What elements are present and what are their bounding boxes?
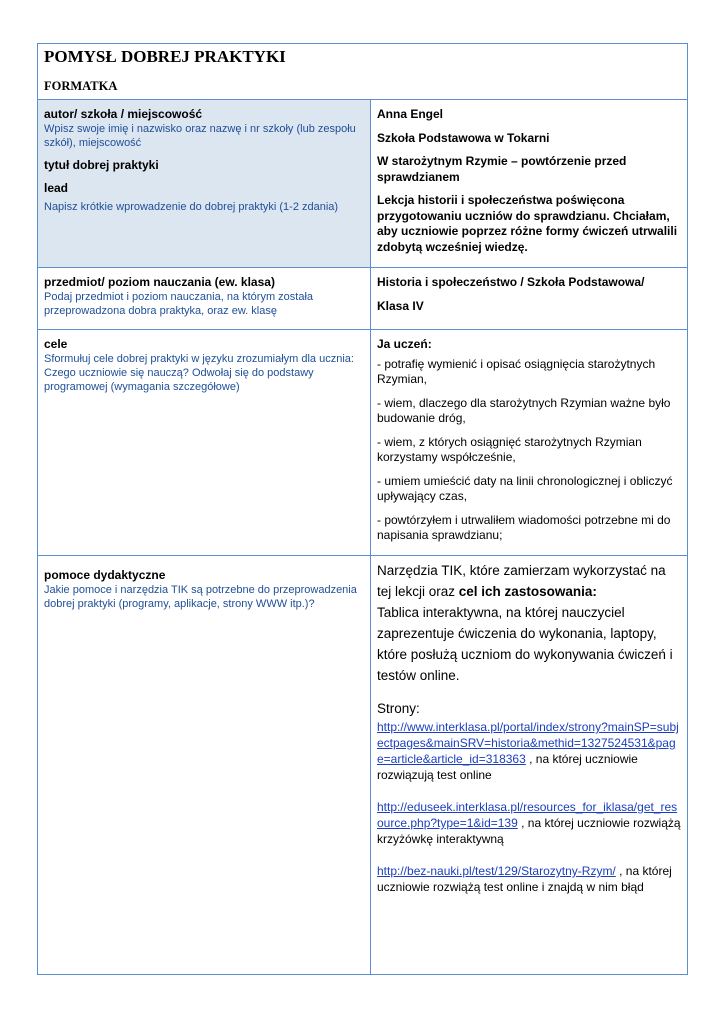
tools-intro-text: Narzędzia TIK, które zamierzam wykorzystać na tej lekcji oraz: [377, 563, 666, 599]
goals-hint: Sformułuj cele dobrej praktyki w języku zrozumiałym dla ucznia: Czego uczniowie się nauczą? Odwołaj się do podstawy programowej (wymagania szczegółowe): [44, 353, 354, 393]
document-subtitle: FORMATKA: [44, 79, 118, 93]
school-name: Szkoła Podstawowa w Tokarni: [377, 130, 550, 145]
subject-value: Historia i społeczeństwo / Szkoła Podstawowa/: [377, 275, 645, 289]
row-tools-left: [38, 556, 371, 974]
author-label: autor/ szkoła / miejscowość: [44, 107, 203, 121]
row-author-right: [371, 100, 687, 267]
practice-title: W starożytnym Rzymie – powtórzenie przed sprawdzianem: [377, 154, 627, 184]
tools-intro: [377, 560, 681, 602]
row-goals: [38, 330, 687, 556]
row-tools-right: [371, 556, 687, 974]
title-label: tytuł dobrej praktyki: [44, 158, 159, 172]
row-author: [38, 100, 687, 268]
site-entry-2: [377, 799, 681, 847]
row-author-left: [38, 100, 371, 267]
goals-label: cele: [44, 337, 68, 351]
row-subject-right: [371, 268, 687, 329]
document-title: POMYSŁ DOBREJ PRAKTYKI: [44, 47, 286, 66]
tools-text: Tablica interaktywna, na której nauczyciel zaprezentuje ćwiczenia do wykonania, laptopy, które posłużą uczniom do wykonywania ćwiczeń i testów online.: [377, 605, 673, 683]
row-subject-left: [38, 268, 371, 329]
site-2-desc: , na której uczniowie rozwiążą krzyżówkę interaktywną: [377, 816, 681, 846]
goal-item: - wiem, z których osiągnięć starożytnych Rzymian korzystamy współcześnie,: [377, 434, 642, 464]
sites-label: Strony:: [377, 701, 420, 716]
form-table: [37, 43, 688, 975]
title-row: [38, 44, 687, 100]
goal-item: - potrafię wymienić i opisać osiągnięcia starożytnych Rzymian,: [377, 356, 656, 386]
lead-text: Lekcja historii i społeczeństwa poświęcona przygotowaniu uczniów do sprawdzianu. Chciałam, aby uczniowie poprzez różne formy ćwiczeń utrwalili zdobytą wcześniej wiedzę.: [377, 193, 678, 254]
goal-item: - wiem, dlaczego dla starożytnych Rzymian ważne było budowanie dróg,: [377, 395, 671, 425]
eduseek-crossword-link[interactable]: http://eduseek.interklasa.pl/resources_for_iklasa/get_resource.php?type=1&id=139: [377, 800, 678, 830]
goal-item: - umiem umieścić daty na linii chronologicznej i obliczyć upływający czas,: [377, 473, 673, 503]
author-name: Anna Engel: [377, 107, 444, 121]
tools-label: pomoce dydaktyczne: [44, 568, 166, 582]
goals-intro: Ja uczeń:: [377, 337, 432, 351]
subject-hint: Podaj przedmiot i poziom nauczania, na którym została przeprowadzona dobra praktyka, oraz ew. klasę: [44, 291, 314, 317]
interklasa-test-link[interactable]: http://www.interklasa.pl/portal/index/strony?mainSP=subjectpages&mainSRV=historia&methid=1327524531&page=article&article_id=318363: [377, 720, 679, 766]
row-goals-left: [38, 330, 371, 555]
author-hint: Wpisz swoje imię i nazwisko oraz nazwę i nr szkoły (lub zespołu szkół), miejscowość: [44, 123, 356, 149]
subject-label: przedmiot/ poziom nauczania (ew. klasa): [44, 275, 275, 289]
row-subject: [38, 268, 687, 330]
tools-hint: Jakie pomoce i narzędzia TIK są potrzebne do przeprowadzenia dobrej praktyki (programy, aplikacje, strony WWW itp.)?: [44, 584, 357, 610]
grade-value: Klasa IV: [377, 298, 424, 313]
bez-nauki-test-link[interactable]: http://bez-nauki.pl/test/129/Starozytny-Rzym/: [377, 864, 616, 878]
tools-intro-bold: cel ich zastosowania:: [458, 584, 597, 599]
lead-hint: Napisz krótkie wprowadzenie do dobrej praktyki (1-2 zdania): [44, 201, 339, 213]
site-entry-3: [377, 863, 681, 895]
site-3-desc: , na której uczniowie rozwiążą test online i znajdą w nim błąd: [377, 864, 672, 894]
site-entry-1: [377, 719, 681, 783]
row-tools: [38, 556, 687, 974]
row-goals-right: [371, 330, 687, 555]
goal-item: - powtórzyłem i utrwaliłem wiadomości potrzebne mi do napisania sprawdzianu;: [377, 512, 671, 542]
lead-label: lead: [44, 181, 69, 195]
site-1-desc: , na której uczniowie rozwiązują test online: [377, 752, 638, 782]
